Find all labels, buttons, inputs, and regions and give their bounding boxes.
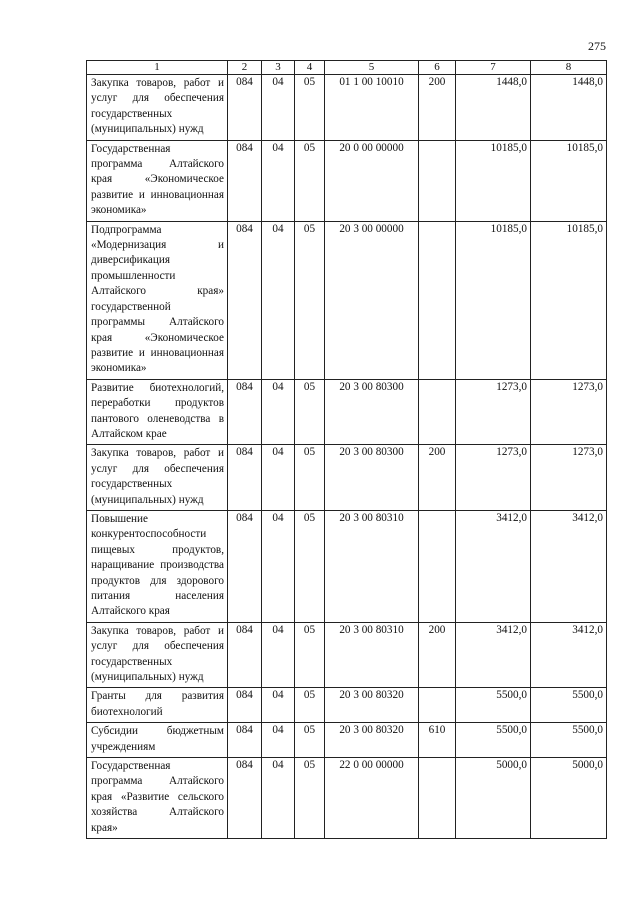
ministry-code-cell: 084 xyxy=(228,723,262,758)
section-code-cell: 04 xyxy=(262,688,295,723)
target-item-code-cell: 20 3 00 80300 xyxy=(325,445,419,511)
target-item-code-cell: 20 3 00 80310 xyxy=(325,510,419,622)
column-header: 8 xyxy=(531,61,607,75)
column-header: 2 xyxy=(228,61,262,75)
amount-column-8-cell: 5500,0 xyxy=(531,723,607,758)
table-row xyxy=(87,510,607,622)
amount-column-8-cell: 10185,0 xyxy=(531,140,607,221)
target-item-code-cell: 22 0 00 00000 xyxy=(325,758,419,839)
amount-column-7-cell: 10185,0 xyxy=(456,221,531,379)
amount-column-7-cell: 5500,0 xyxy=(456,688,531,723)
expense-type-code-cell xyxy=(419,510,456,622)
column-header: 3 xyxy=(262,61,295,75)
section-code-cell: 04 xyxy=(262,75,295,141)
expense-name-cell: Государственная программа Алтайского края «Экономическое развитие и инновационная экономика» xyxy=(87,140,228,221)
expense-name-cell: Субсидии бюджетным учреждениям xyxy=(87,723,228,758)
table-row xyxy=(87,758,607,839)
amount-column-8-cell: 5000,0 xyxy=(531,758,607,839)
expense-type-code-cell xyxy=(419,140,456,221)
table-row xyxy=(87,445,607,511)
subsection-code-cell: 05 xyxy=(295,445,325,511)
amount-column-7-cell: 3412,0 xyxy=(456,622,531,688)
section-code-cell: 04 xyxy=(262,445,295,511)
expense-name-cell: Закупка товаров, работ и услуг для обеспечения государственных (муниципальных) нужд xyxy=(87,445,228,511)
section-code-cell: 04 xyxy=(262,723,295,758)
ministry-code-cell: 084 xyxy=(228,75,262,141)
amount-column-8-cell: 10185,0 xyxy=(531,221,607,379)
amount-column-7-cell: 10185,0 xyxy=(456,140,531,221)
subsection-code-cell: 05 xyxy=(295,758,325,839)
expense-type-code-cell xyxy=(419,688,456,723)
ministry-code-cell: 084 xyxy=(228,510,262,622)
amount-column-8-cell: 1273,0 xyxy=(531,379,607,445)
target-item-code-cell: 20 0 00 00000 xyxy=(325,140,419,221)
ministry-code-cell: 084 xyxy=(228,379,262,445)
ministry-code-cell: 084 xyxy=(228,758,262,839)
column-header: 5 xyxy=(325,61,419,75)
subsection-code-cell: 05 xyxy=(295,622,325,688)
expense-name-cell: Гранты для развития биотехнологий xyxy=(87,688,228,723)
target-item-code-cell: 20 3 00 80320 xyxy=(325,688,419,723)
table-header-row xyxy=(87,61,607,75)
ministry-code-cell: 084 xyxy=(228,140,262,221)
subsection-code-cell: 05 xyxy=(295,75,325,141)
amount-column-8-cell: 3412,0 xyxy=(531,622,607,688)
table-row xyxy=(87,140,607,221)
amount-column-8-cell: 5500,0 xyxy=(531,688,607,723)
table-row xyxy=(87,379,607,445)
expense-name-cell: Закупка товаров, работ и услуг для обеспечения государственных (муниципальных) нужд xyxy=(87,622,228,688)
table-row xyxy=(87,622,607,688)
ministry-code-cell: 084 xyxy=(228,622,262,688)
ministry-code-cell: 084 xyxy=(228,221,262,379)
expense-type-code-cell: 200 xyxy=(419,622,456,688)
amount-column-8-cell: 1448,0 xyxy=(531,75,607,141)
column-header: 7 xyxy=(456,61,531,75)
section-code-cell: 04 xyxy=(262,140,295,221)
amount-column-8-cell: 1273,0 xyxy=(531,445,607,511)
target-item-code-cell: 20 3 00 80300 xyxy=(325,379,419,445)
amount-column-8-cell: 3412,0 xyxy=(531,510,607,622)
column-header: 4 xyxy=(295,61,325,75)
table-row xyxy=(87,221,607,379)
target-item-code-cell: 01 1 00 10010 xyxy=(325,75,419,141)
subsection-code-cell: 05 xyxy=(295,723,325,758)
amount-column-7-cell: 1448,0 xyxy=(456,75,531,141)
budget-table xyxy=(86,60,607,839)
column-header: 6 xyxy=(419,61,456,75)
amount-column-7-cell: 5500,0 xyxy=(456,723,531,758)
table-row xyxy=(87,688,607,723)
subsection-code-cell: 05 xyxy=(295,510,325,622)
expense-name-cell: Подпрограмма «Модернизация и диверсификация промышленности Алтайского края» государственной программы Алтайского края «Экономическое развитие и инновационная экономика» xyxy=(87,221,228,379)
section-code-cell: 04 xyxy=(262,379,295,445)
expense-type-code-cell: 200 xyxy=(419,445,456,511)
subsection-code-cell: 05 xyxy=(295,688,325,723)
section-code-cell: 04 xyxy=(262,622,295,688)
subsection-code-cell: 05 xyxy=(295,379,325,445)
expense-type-code-cell xyxy=(419,379,456,445)
expense-type-code-cell xyxy=(419,221,456,379)
ministry-code-cell: 084 xyxy=(228,445,262,511)
target-item-code-cell: 20 3 00 00000 xyxy=(325,221,419,379)
amount-column-7-cell: 1273,0 xyxy=(456,445,531,511)
expense-type-code-cell: 610 xyxy=(419,723,456,758)
target-item-code-cell: 20 3 00 80320 xyxy=(325,723,419,758)
expense-name-cell: Развитие биотехнологий, переработки продуктов пантового оленеводства в Алтайском крае xyxy=(87,379,228,445)
ministry-code-cell: 084 xyxy=(228,688,262,723)
amount-column-7-cell: 1273,0 xyxy=(456,379,531,445)
expense-name-cell: Закупка товаров, работ и услуг для обеспечения государственных (муниципальных) нужд xyxy=(87,75,228,141)
column-header: 1 xyxy=(87,61,228,75)
section-code-cell: 04 xyxy=(262,758,295,839)
section-code-cell: 04 xyxy=(262,510,295,622)
amount-column-7-cell: 5000,0 xyxy=(456,758,531,839)
table-row xyxy=(87,723,607,758)
expense-type-code-cell xyxy=(419,758,456,839)
amount-column-7-cell: 3412,0 xyxy=(456,510,531,622)
table-row xyxy=(87,75,607,141)
target-item-code-cell: 20 3 00 80310 xyxy=(325,622,419,688)
page-number: 275 xyxy=(588,39,606,53)
section-code-cell: 04 xyxy=(262,221,295,379)
subsection-code-cell: 05 xyxy=(295,140,325,221)
expense-name-cell: Повышение конкурентоспособности пищевых продуктов, наращивание производства продуктов для здорового питания населения Алтайского края xyxy=(87,510,228,622)
expense-type-code-cell: 200 xyxy=(419,75,456,141)
subsection-code-cell: 05 xyxy=(295,221,325,379)
expense-name-cell: Государственная программа Алтайского края «Развитие сельского хозяйства Алтайского края» xyxy=(87,758,228,839)
